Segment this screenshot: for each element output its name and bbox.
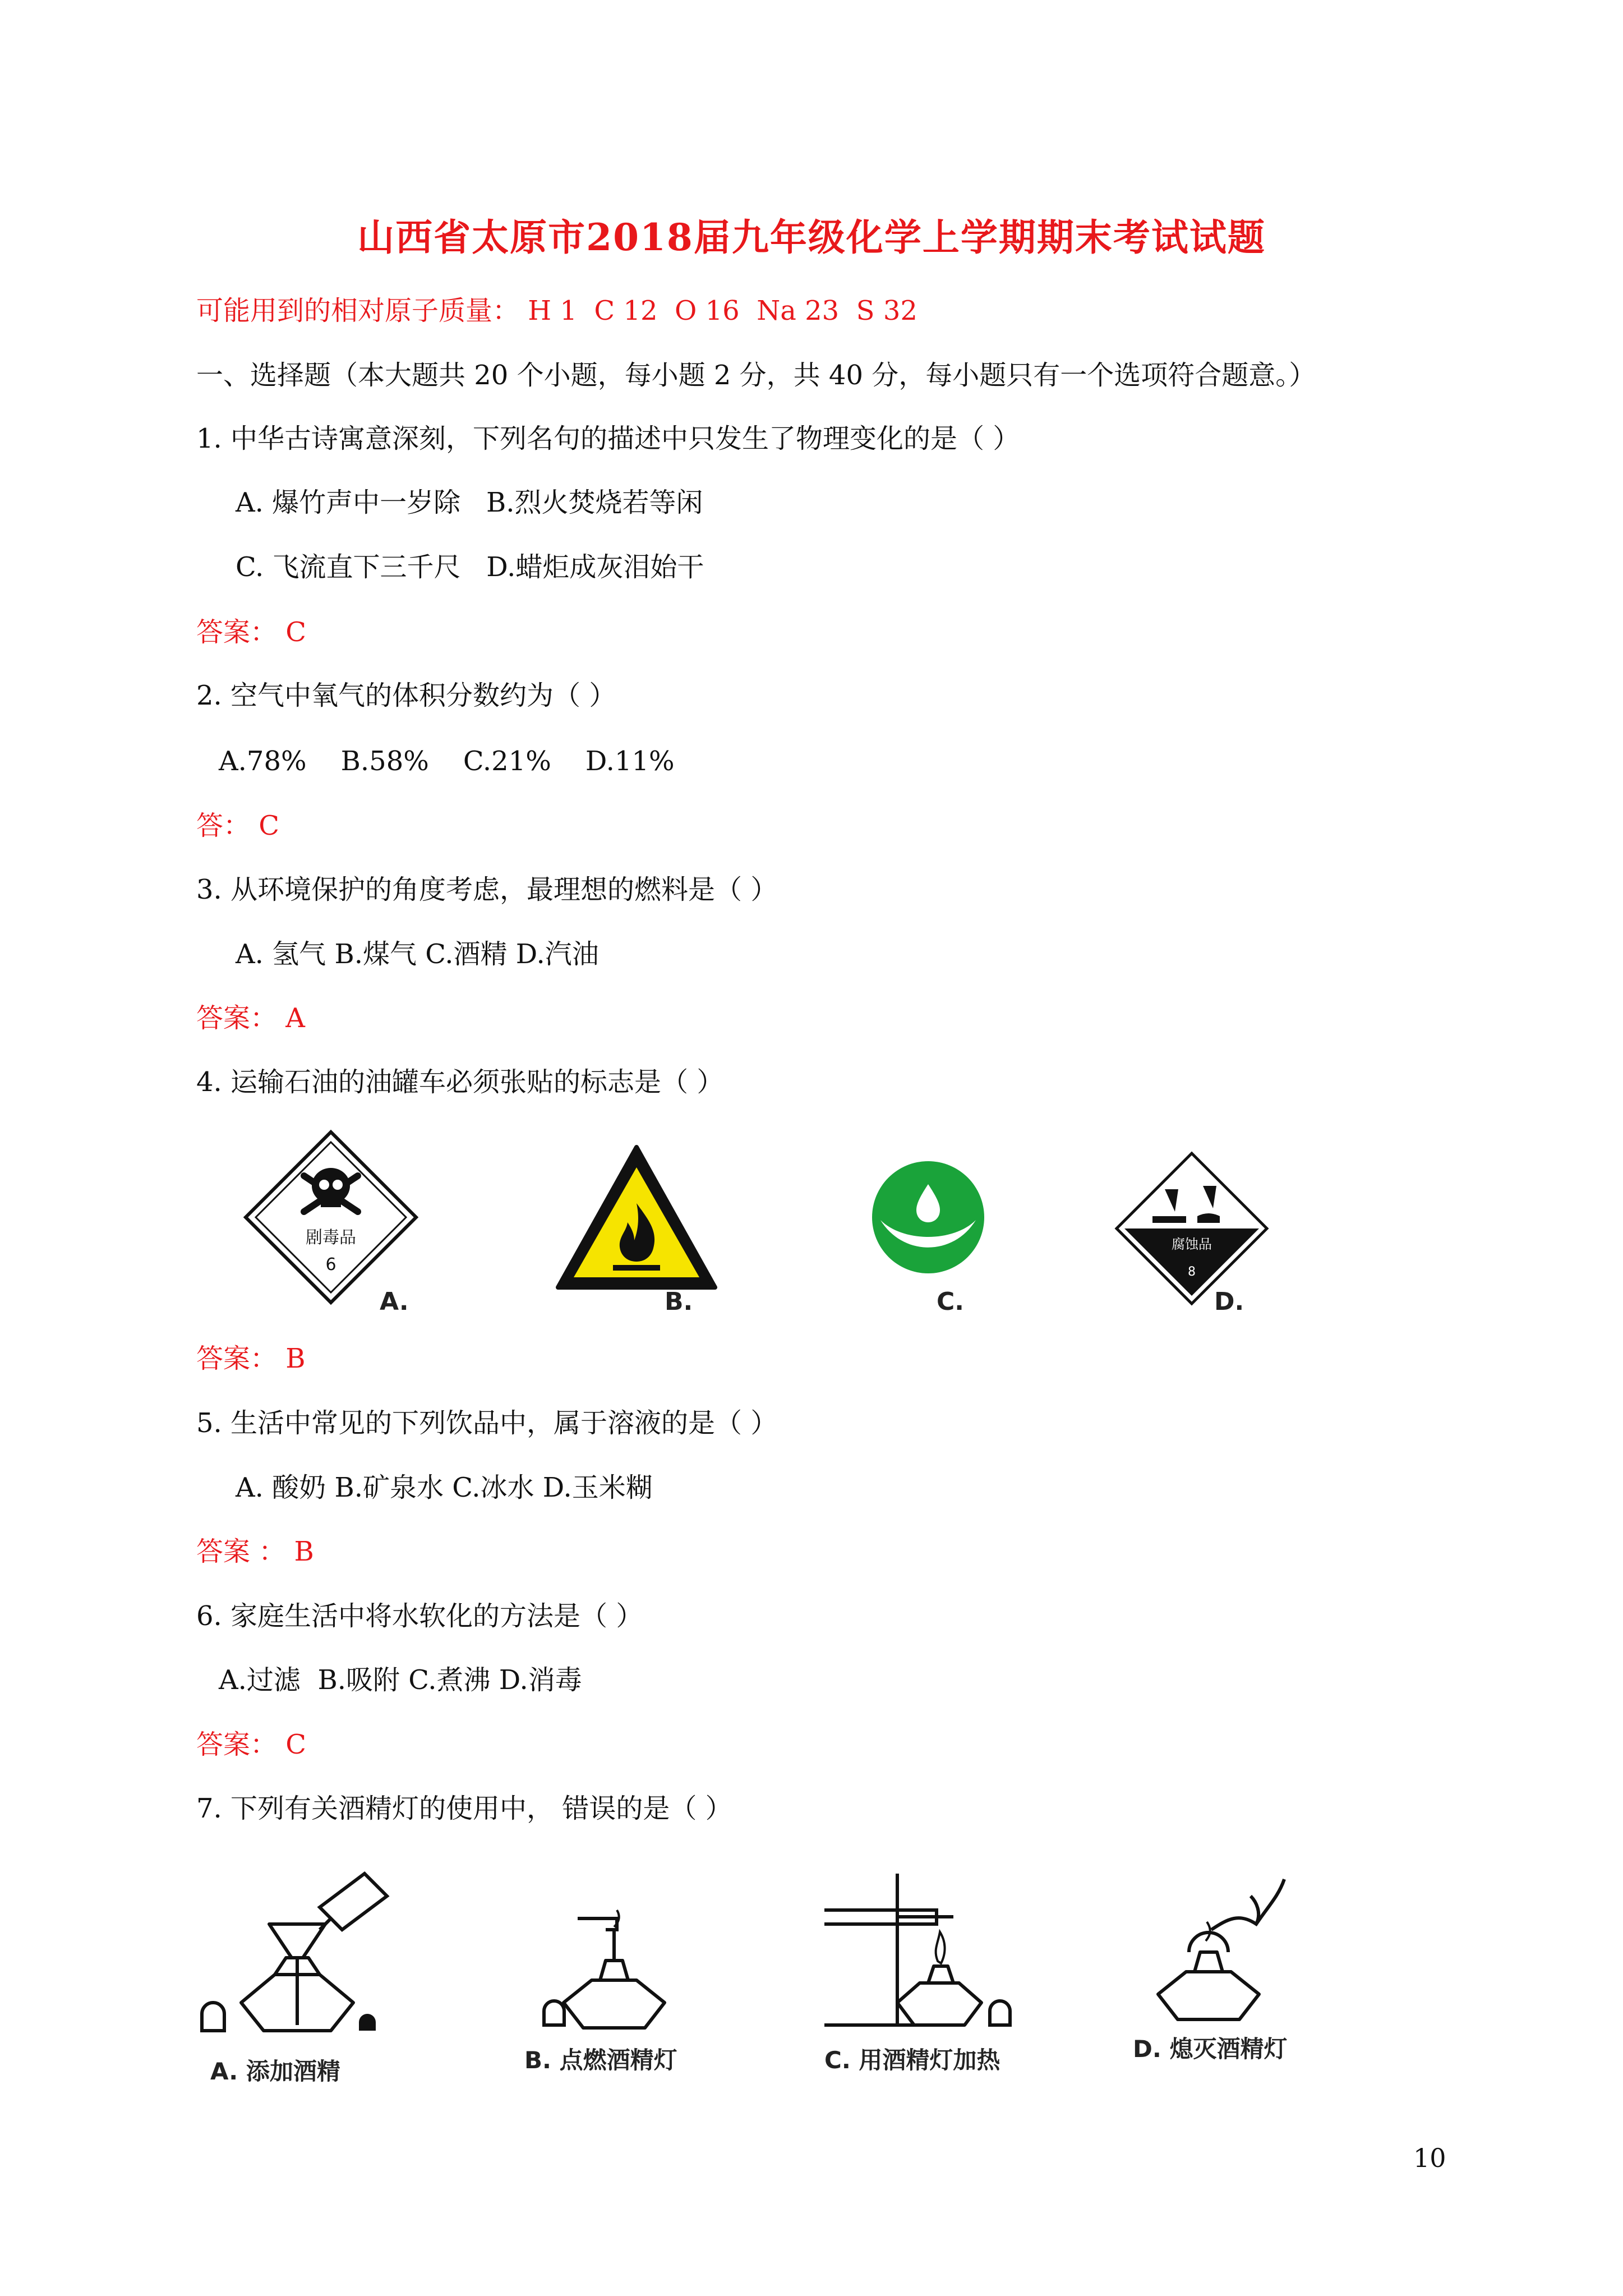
bottle-icon bbox=[320, 1874, 387, 1930]
corrosive-sign-text: 腐蚀品 bbox=[1172, 1236, 1212, 1252]
sign-label-b: B. bbox=[665, 1287, 693, 1316]
sign-label-a: A. bbox=[380, 1287, 409, 1316]
question-2-answer: 答： C bbox=[196, 810, 279, 841]
question-1-stem: 1. 中华古诗寓意深刻，下列名句的描述中只发生了物理变化的是（ ） bbox=[196, 423, 1020, 454]
toxic-sign-text: 剧毒品 bbox=[306, 1228, 356, 1248]
question-6-answer: 答案： C bbox=[196, 1729, 306, 1760]
question-1-options-line1: A. 爆竹声中一岁除 B.烈火焚烧若等闲 bbox=[236, 487, 703, 518]
hand-icon bbox=[1211, 1879, 1284, 1930]
question-6-stem: 6. 家庭生活中将水软化的方法是（ ） bbox=[196, 1600, 643, 1632]
lamp-figure-c bbox=[813, 1862, 1026, 2042]
match-icon bbox=[578, 1918, 617, 1930]
lamp-cap-icon bbox=[202, 2003, 224, 2031]
alcohol-lamp-icon bbox=[241, 1924, 353, 2031]
lamp-figure-a bbox=[196, 1862, 409, 2047]
lamp-label-a: A. 添加酒精 bbox=[210, 2058, 340, 2085]
question-4-answer: 答案： B bbox=[196, 1343, 306, 1374]
iron-stand-icon bbox=[824, 1874, 959, 2025]
question-3-options: A. 氢气 B.煤气 C.酒精 D.汽油 bbox=[236, 938, 599, 970]
question-5-answer: 答案 ： B bbox=[196, 1536, 314, 1567]
question-3-answer: 答案： A bbox=[196, 1002, 305, 1034]
question-7-stem: 7. 下列有关酒精灯的使用中， 错误的是（ ） bbox=[196, 1793, 732, 1824]
alcohol-lamp-icon bbox=[897, 1966, 981, 2025]
lamp-figure-d bbox=[1144, 1862, 1301, 2031]
question-3-stem: 3. 从环境保护的角度考虑，最理想的燃料是（ ） bbox=[196, 874, 778, 905]
question-5-options: A. 酸奶 B.矿泉水 C.冰水 D.玉米糊 bbox=[236, 1472, 653, 1503]
water-saving-sign-figure bbox=[869, 1158, 987, 1276]
lamp-cap-icon bbox=[990, 2001, 1010, 2025]
atomic-masses: 可能用到的相对原子质量： H 1 C 12 O 16 Na 23 S 32 bbox=[196, 295, 917, 326]
question-5-stem: 5. 生活中常见的下列饮品中，属于溶液的是（ ） bbox=[196, 1407, 778, 1439]
stopper-icon bbox=[359, 2014, 376, 2031]
alcohol-lamp-icon bbox=[564, 1930, 665, 2028]
lamp-label-c: C. 用酒精灯加热 bbox=[824, 2046, 1000, 2074]
page-number: 10 bbox=[1413, 2143, 1446, 2173]
sign-label-c: C. bbox=[937, 1287, 965, 1316]
toxic-sign-number: 6 bbox=[325, 1255, 336, 1274]
question-4-stem: 4. 运输石油的油罐车必须张贴的标志是（ ） bbox=[196, 1066, 724, 1098]
flammable-sign-figure bbox=[552, 1142, 721, 1293]
lamp-label-d: D. 熄灭酒精灯 bbox=[1133, 2035, 1288, 2063]
lamp-label-b: B. 点燃酒精灯 bbox=[524, 2046, 677, 2074]
toxic-sign-border bbox=[246, 1132, 416, 1303]
lamp-figure-b bbox=[538, 1896, 673, 2036]
alcohol-lamp-icon bbox=[1158, 1932, 1259, 2019]
lamp-cap-icon bbox=[544, 2001, 564, 2025]
question-1-answer: 答案： C bbox=[196, 616, 306, 648]
corrosive-sign-figure bbox=[1113, 1150, 1270, 1307]
sign-label-d: D. bbox=[1214, 1287, 1244, 1316]
page-title: 山西省太原市2018届九年级化学上学期期末考试试题 bbox=[357, 215, 1266, 259]
section-header: 一、选择题（本大题共 20 个小题，每小题 2 分，共 40 分，每小题只有一个选项符合题意。） bbox=[196, 360, 1316, 391]
question-1-options-line2: C. 飞流直下三千尺 D.蜡炬成灰泪始干 bbox=[236, 551, 704, 583]
toxic-sign-figure bbox=[241, 1128, 421, 1307]
question-6-options: A.过滤 B.吸附 C.煮沸 D.消毒 bbox=[219, 1664, 582, 1696]
corrosive-sign-number: 8 bbox=[1188, 1265, 1196, 1279]
question-2-stem: 2. 空气中氧气的体积分数约为（ ） bbox=[196, 680, 616, 711]
question-2-options: A.78% B.58% C.21% D.11% bbox=[219, 746, 675, 777]
flame-icon bbox=[936, 1932, 945, 1963]
